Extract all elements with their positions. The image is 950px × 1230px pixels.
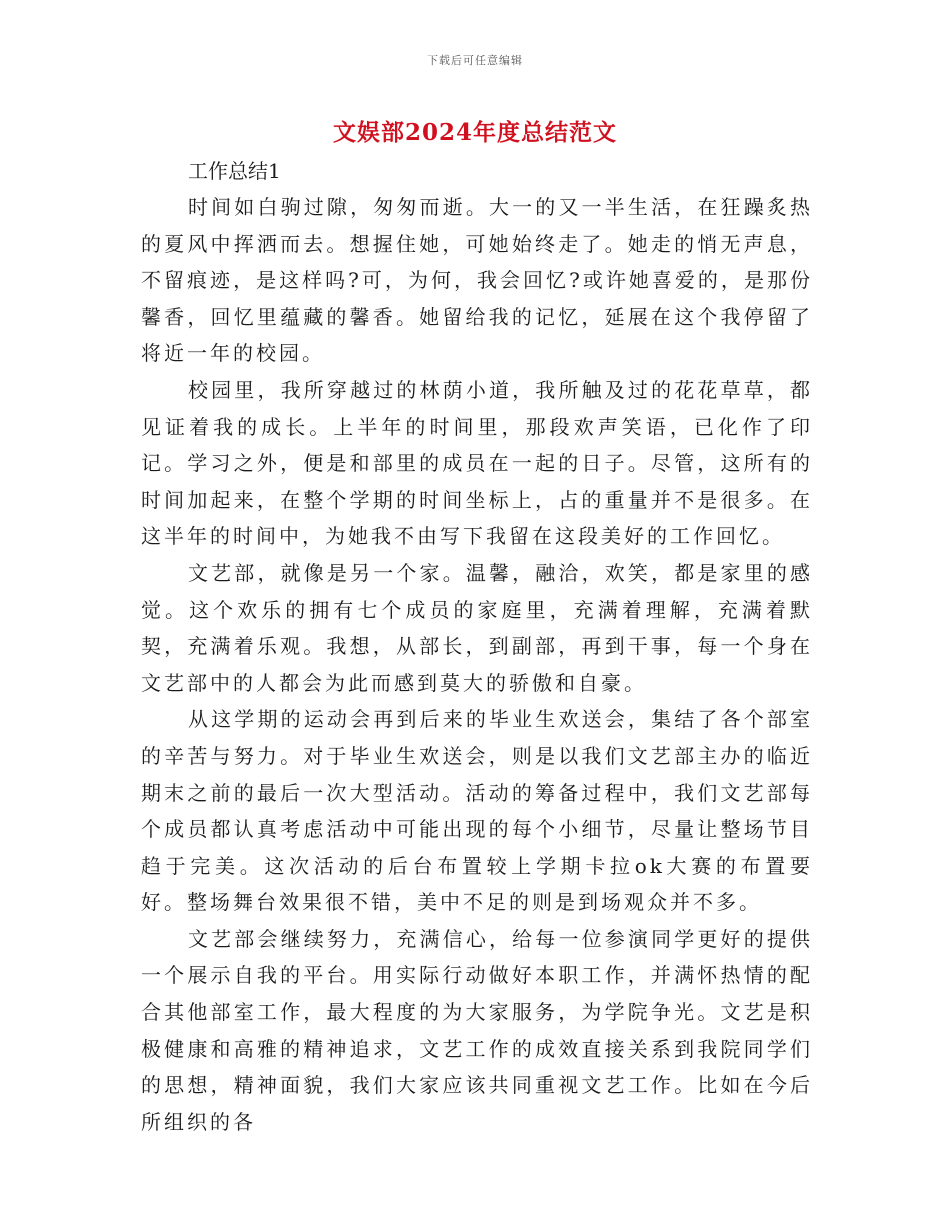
paragraph-1: 时间如白驹过隙，匆匆而逝。大一的又一半生活，在狂躁炙热的夏风中挥洒而去。想握住她，可她始终走了。她走的悄无声息，不留痕迹，是这样吗?可，为何，我会回忆?或许她喜爱的，是那份馨香，回忆里蕴藏的馨香。她留给我的记忆，延展在这个我停留了将近一年的校园。 (141, 195, 813, 366)
header-note: 下载后可任意编辑 (427, 54, 523, 67)
paragraph-2: 校园里，我所穿越过的林荫小道，我所触及过的花花草草，都见证着我的成长。上半年的时间里，那段欢声笑语，已化作了印记。学习之外，便是和部里的成员在一起的日子。尽管，这所有的时间加起来，在整个学期的时间坐标上，占的重量并不是很多。在这半年的时间中，为她我不由写下我留在这段美好的工作回忆。 (141, 377, 813, 549)
paragraph-3: 文艺部，就像是另一个家。温馨，融洽，欢笑，都是家里的感觉。这个欢乐的拥有七个成员的家庭里，充满着理解，充满着默契，充满着乐观。我想，从部长，到副部，再到干事，每一个身在文艺部中的人都会为此而感到莫大的骄傲和自豪。 (141, 560, 813, 695)
paragraph-5: 文艺部会继续努力，充满信心，给每一位参演同学更好的提供一个展示自我的平台。用实际行动做好本职工作，并满怀热情的配合其他部室工作，最大程度的为大家服务，为学院争光。文艺是积极健康和高雅的精神追求，文艺工作的成效直接关系到我院同学们的思想，精神面貌，我们大家应该共同重视文艺工作。比如在今后所组织的各 (141, 926, 813, 1134)
paragraph-4: 从这学期的运动会再到后来的毕业生欢送会，集结了各个部室的辛苦与努力。对于毕业生欢送会，则是以我们文艺部主办的临近期末之前的最后一次大型活动。活动的筹备过程中，我们文艺部每个成员都认真考虑活动中可能出现的每个小细节，尽量让整场节目趋于完美。这次活动的后台布置较上学期卡拉ok大赛的布置要好。整场舞台效果很不错，美中不足的则是到场观众并不多。 (141, 707, 813, 915)
document-title: 文娱部2024年度总结范文 (332, 119, 617, 146)
document-body (141, 153, 813, 1140)
section-heading: 工作总结1 (188, 159, 281, 183)
